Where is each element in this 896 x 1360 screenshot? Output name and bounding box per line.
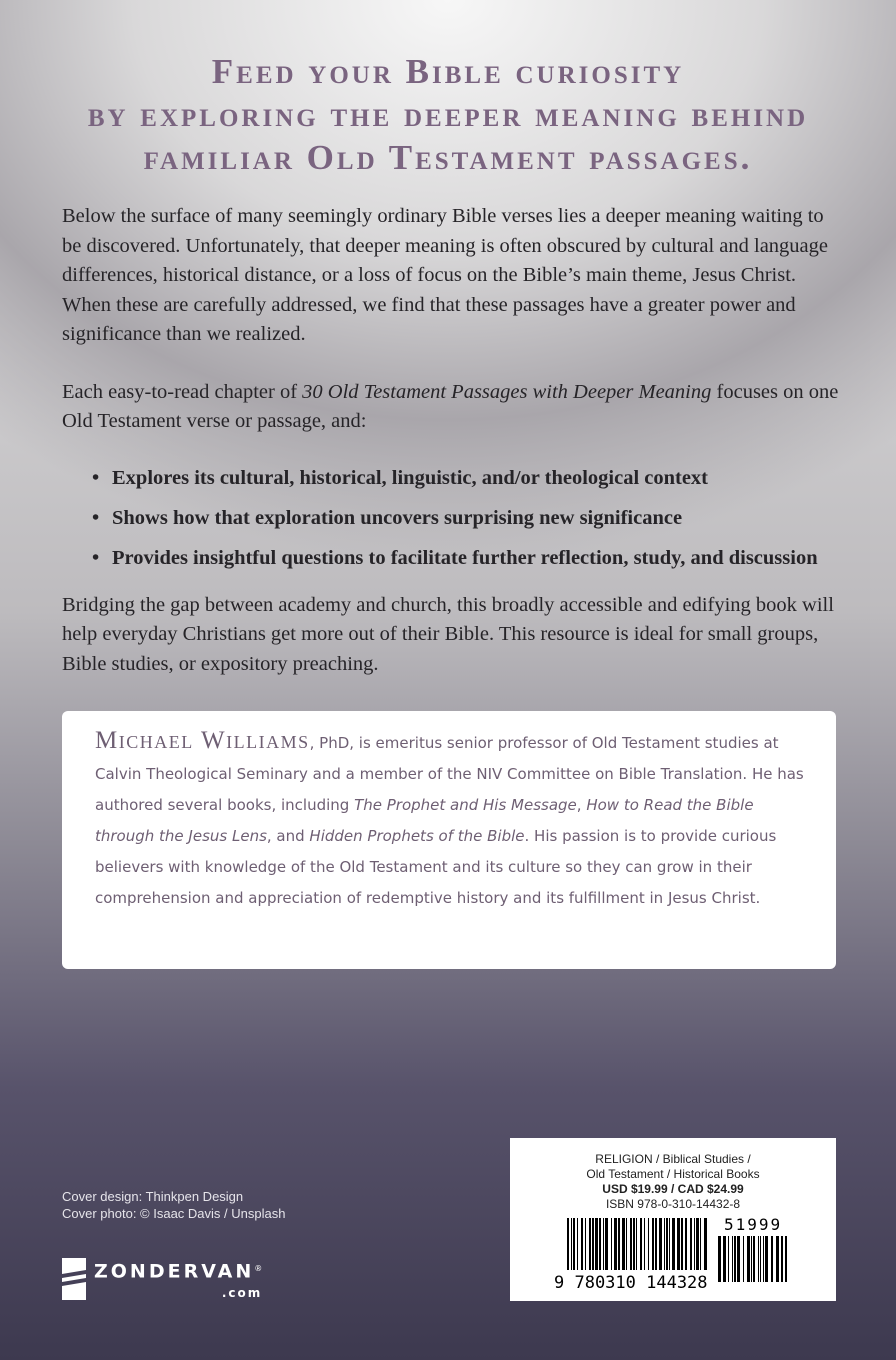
barcode-bar xyxy=(690,1218,692,1270)
book-title: 30 Old Testament Passages with Deeper Meaning xyxy=(302,380,712,403)
barcode-bar xyxy=(704,1218,707,1270)
description-paragraph: Below the surface of many seemingly ordinary Bible verses lies a deeper meaning waiting to be discovered. Unfortunately, that deeper meaning is often obscured by cultural and language differences, historical distance, or a loss of focus on the Bible’s main theme, Jesus Christ. When these are carefully addressed, we find that these passages have a greater power and significance than we realized. xyxy=(62,205,829,345)
text: , PhD, is emeritus senior professor of Old Testament studies at Calvin Theological Seminary and a member of the NIV Committee on Bible Translation. He has authored several books, including xyxy=(95,734,804,814)
barcode-bar xyxy=(781,1236,783,1282)
feature-list xyxy=(92,463,822,573)
addon-digits: 51999 xyxy=(724,1215,783,1234)
barcode-bar xyxy=(605,1218,608,1270)
author-bio xyxy=(62,711,836,969)
barcode-bar xyxy=(595,1218,598,1270)
barcode-bar xyxy=(743,1236,744,1282)
barcode-bar xyxy=(599,1218,601,1270)
design-credit: Cover design: Thinkpen Design xyxy=(62,1189,244,1204)
isbn: ISBN 978-0-310-14432-8 xyxy=(605,1197,741,1211)
barcode-bar xyxy=(626,1218,627,1270)
isbn-barcode xyxy=(567,1218,710,1270)
barcode-bar xyxy=(614,1218,617,1270)
barcode-bar xyxy=(644,1218,645,1270)
headline xyxy=(0,50,896,179)
barcode-bar xyxy=(630,1218,632,1270)
barcode-bar xyxy=(728,1236,729,1282)
price: USD $19.99 / CAD $24.99 xyxy=(602,1182,744,1196)
barcode-bar xyxy=(655,1218,657,1270)
headline-line: Feed your Bible curiosity xyxy=(211,52,685,91)
cover-credits xyxy=(62,1188,285,1222)
barcode-bar xyxy=(618,1218,620,1270)
text: Each easy-to-read chapter of xyxy=(62,380,303,403)
barcode-bar xyxy=(696,1218,699,1270)
barcode-bar xyxy=(747,1236,750,1282)
barcode-bar xyxy=(652,1218,654,1270)
barcode-bar xyxy=(694,1218,695,1270)
barcode-digits: 9 780310 144328 xyxy=(554,1273,708,1293)
book-title: The Prophet and His Message xyxy=(354,796,577,814)
barcode-label xyxy=(510,1138,836,1301)
barcode-bar xyxy=(659,1218,662,1270)
barcode-bar xyxy=(785,1236,787,1282)
barcode-bar xyxy=(723,1236,726,1282)
barcode-bar xyxy=(765,1236,768,1282)
barcode-bar xyxy=(666,1218,668,1270)
category: Old Testament / Historical Books xyxy=(586,1167,760,1181)
barcode-bar xyxy=(589,1218,591,1270)
text: focuses on one Old Testament verse or passage, and: xyxy=(62,380,839,432)
zondervan-mark-icon xyxy=(62,1258,86,1300)
barcode-bar xyxy=(571,1218,572,1270)
body-copy xyxy=(62,202,842,969)
barcode-bar xyxy=(685,1218,687,1270)
list-item: • Explores its cultural, historical, linguistic, and/or theological context xyxy=(92,463,822,493)
barcode-bar xyxy=(573,1218,575,1270)
barcode-bar xyxy=(732,1236,733,1282)
barcode-bar xyxy=(776,1236,779,1282)
barcode-bar xyxy=(611,1218,612,1270)
list-item: • Provides insightful questions to facilitate further reflection, study, and discussion xyxy=(92,543,822,573)
barcode-bar xyxy=(669,1218,670,1270)
barcode-bar xyxy=(567,1218,569,1270)
list-item: • Shows how that exploration uncovers surprising new significance xyxy=(92,503,822,533)
barcode-bar xyxy=(763,1236,764,1282)
barcode-bar xyxy=(664,1218,665,1270)
photo-credit: Cover photo: © Isaac Davis / Unsplash xyxy=(62,1206,286,1221)
barcode-bar xyxy=(758,1236,759,1282)
text: , and xyxy=(266,827,310,845)
publisher-domain: .com xyxy=(221,1286,263,1301)
barcode-bar xyxy=(677,1218,680,1270)
barcode-bar xyxy=(700,1218,701,1270)
text: . His passion is to provide curious believers with knowledge of the Old Testament and its culture so they can grow in their comprehension and appreciation of redemptive history and its fulfillment in Jesus Christ. xyxy=(95,827,777,907)
author-name: Michael Williams xyxy=(95,727,310,754)
publisher-name: ZONDERVAN xyxy=(94,1260,255,1283)
price-barcode xyxy=(718,1236,788,1282)
barcode-bar xyxy=(636,1218,637,1270)
barcode-bar xyxy=(771,1236,773,1282)
book-title: Hidden Prophets of the Bible xyxy=(309,827,525,845)
barcode-bar xyxy=(585,1218,586,1270)
barcode-bar xyxy=(751,1236,752,1282)
text: , xyxy=(576,796,587,814)
barcode-bar xyxy=(737,1236,740,1282)
category: RELIGION / Biblical Studies / xyxy=(595,1152,751,1166)
barcode-bar xyxy=(734,1236,736,1282)
headline-line: familiar Old Testament passages. xyxy=(143,138,753,177)
publisher-logo xyxy=(62,1258,262,1301)
barcode-bar xyxy=(577,1218,578,1270)
barcode-bar xyxy=(633,1218,635,1270)
barcode-bar xyxy=(672,1218,675,1270)
book-title: How to Read the Bible through the Jesus Lens xyxy=(95,796,754,845)
closing-paragraph: Bridging the gap between academy and church, this broadly accessible and edifying book will help everyday Christians get more out of their Bible. This resource is ideal for small groups, Bible studies, or expository preaching. xyxy=(62,593,834,675)
barcode-bar xyxy=(760,1236,761,1282)
barcode-bar xyxy=(718,1236,721,1282)
barcode-bar xyxy=(640,1218,642,1270)
barcode-bar xyxy=(592,1218,594,1270)
barcode-bar xyxy=(622,1218,625,1270)
registered-mark: ® xyxy=(254,1264,263,1273)
barcode-bar xyxy=(753,1236,755,1282)
barcode-bar xyxy=(648,1218,649,1270)
barcode-bar xyxy=(603,1218,604,1270)
barcode-bar xyxy=(581,1218,583,1270)
headline-line: by exploring the deeper meaning behind xyxy=(87,95,809,134)
chapter-paragraph xyxy=(62,378,842,437)
barcode-bar xyxy=(681,1218,683,1270)
